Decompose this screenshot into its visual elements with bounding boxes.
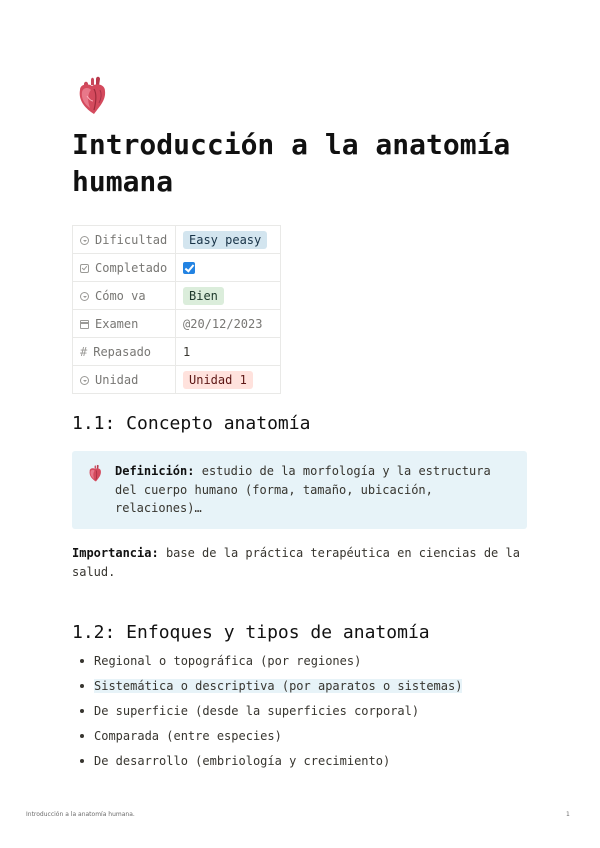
difficulty-tag[interactable]: Easy peasy <box>183 231 267 249</box>
unit-tag[interactable]: Unidad 1 <box>183 371 253 389</box>
page-title: Introducción a la anatomía humana <box>72 128 511 198</box>
property-label: Cómo va <box>95 288 146 303</box>
select-icon <box>80 292 89 301</box>
property-label: Unidad <box>95 372 139 387</box>
list-item <box>72 676 462 701</box>
select-icon <box>80 376 89 385</box>
property-row[interactable] <box>73 338 281 366</box>
checkbox-icon <box>80 264 89 273</box>
list-item: De superficie (desde la superficies corporal) <box>72 701 462 726</box>
property-label: Completado <box>95 260 168 275</box>
property-row[interactable] <box>73 366 281 394</box>
list-item: De desarrollo (embriología y crecimiento) <box>72 751 462 776</box>
list-item: Comparada (entre especies) <box>72 726 462 751</box>
definition-callout <box>72 451 527 529</box>
hash-icon: # <box>80 344 88 359</box>
completed-checkbox[interactable] <box>183 262 195 274</box>
reviewed-count[interactable]: 1 <box>183 344 191 359</box>
paragraph-bold-label: Importancia: <box>72 546 159 560</box>
progress-tag[interactable]: Bien <box>183 287 224 305</box>
property-row[interactable] <box>73 226 281 254</box>
select-icon <box>80 236 89 245</box>
importance-paragraph <box>72 544 532 582</box>
callout-text: estudio de la morfología y la estructura del cuerpo humano (forma, tamaño, ubicación, relaciones)… <box>115 464 491 515</box>
list-item: Regional o topográfica (por regiones) <box>72 651 462 676</box>
property-label: Repasado <box>93 344 152 359</box>
property-row[interactable] <box>73 282 281 310</box>
section-heading: 1.2: Enfoques y tipos de anatomía <box>72 622 430 643</box>
anatomical-heart-icon <box>87 464 104 483</box>
property-label: Examen <box>95 316 139 331</box>
anatomical-heart-icon <box>74 76 112 116</box>
page-number: 1 <box>566 811 570 818</box>
calendar-icon <box>80 320 89 329</box>
paragraph-text: base de la práctica terapéutica en ciencias de la salud. <box>72 546 520 579</box>
exam-date[interactable]: @20/12/2023 <box>183 316 263 331</box>
callout-bold-label: Definición: <box>115 464 195 478</box>
bulleted-list <box>72 651 462 776</box>
property-row[interactable] <box>73 310 281 338</box>
section-heading: 1.1: Concepto anatomía <box>72 413 311 434</box>
properties-table <box>72 225 281 394</box>
highlighted-text: Sistemática o descriptiva (por aparatos o sistemas) <box>94 679 463 693</box>
property-label: Dificultad <box>95 232 168 247</box>
property-row[interactable] <box>73 254 281 282</box>
footer-title: Introducción a la anatomía humana. <box>26 811 135 818</box>
